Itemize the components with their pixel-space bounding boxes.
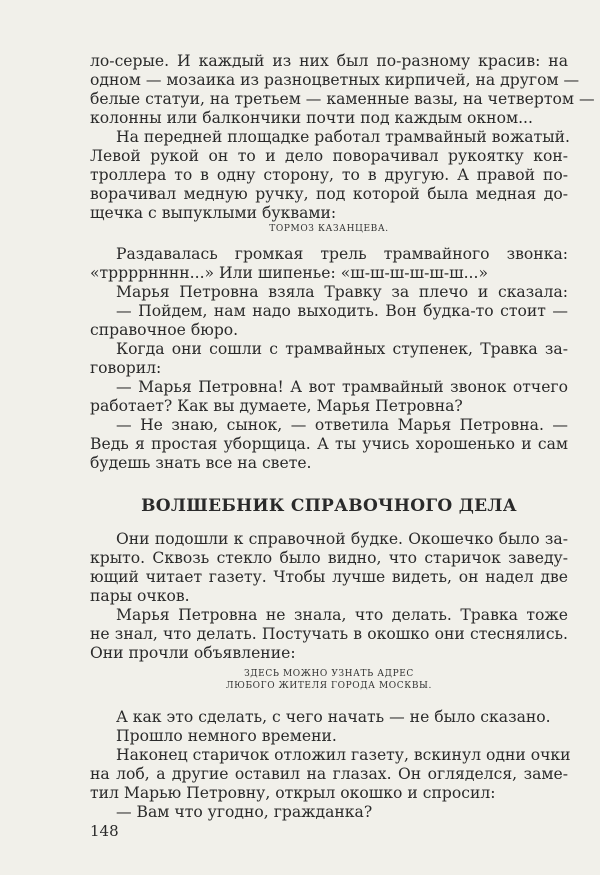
text-line: Наконец старичок отложил газету, вскинул одни очки — [116, 746, 571, 764]
text-line: Ведь я простая уборщица. А ты учись хорошенько и сам — [90, 435, 568, 453]
text-line: Раздавалась громкая трель трамвайного звонка: — [116, 245, 568, 263]
text-line: На передней площадке работал трамвайный вожатый. — [116, 128, 570, 146]
text-line: Они подошли к справочной будке. Окошечко было за- — [116, 530, 568, 548]
text-line: троллера то в одну сторону, то в другую. А правой по- — [90, 166, 568, 184]
text-line: ющий читает газету. Чтобы лучше видеть, он надел две — [90, 568, 568, 586]
text-line: тил Марью Петровну, открыл окошко и спросил: — [90, 784, 496, 802]
text-line: — Марья Петровна! А вот трамвайный звонок отчего — [116, 378, 568, 396]
text-line: на лоб, а другие оставил на глазах. Он огляделся, заме- — [90, 765, 568, 783]
text-line: Когда они сошли с трамвайных ступенек, Травка за- — [116, 340, 568, 358]
text-line: Прошло немного времени. — [116, 727, 337, 745]
notice-text: ЛЮБОГО ЖИТЕЛЯ ГОРОДА МОСКВЫ. — [226, 681, 432, 691]
text-line: не знал, что делать. Постучать в окошко они стеснялись. — [90, 625, 568, 643]
text-line: крыто. Сквозь стекло было видно, что старичок заведу- — [90, 549, 568, 567]
text-line: будешь знать все на свете. — [90, 454, 312, 472]
text-line: щечка с выпуклыми буквами: — [90, 204, 337, 222]
text-line: Они прочли объявление: — [90, 644, 296, 662]
text-line: одном — мозаика из разноцветных кирпичей, на другом — — [90, 71, 580, 89]
text-line: Марья Петровна взяла Травку за плечо и сказала: — [116, 283, 568, 301]
text-line: — Не знаю, сынок, — ответила Марья Петровна. — — [116, 416, 568, 434]
chapter-title: ВОЛШЕБНИК СПРАВОЧНОГО ДЕЛА — [141, 496, 517, 516]
text-line: — Вам что угодно, гражданка? — [116, 803, 373, 821]
text-line: пары очков. — [90, 587, 190, 605]
text-line: ло-серые. И каждый из них был по-разному красив: на — [90, 52, 568, 70]
text-line: Левой рукой он то и дело поворачивал рукоятку кон- — [90, 147, 568, 165]
text-line: справочное бюро. — [90, 321, 239, 339]
sign-plate-text: ТОРМОЗ КАЗАНЦЕВА. — [269, 224, 389, 234]
page-number: 148 — [90, 822, 119, 840]
text-line: работает? Как вы думаете, Марья Петровна? — [90, 397, 463, 415]
text-line: — Пойдем, нам надо выходить. Вон будка-то стоит — — [116, 302, 568, 320]
text-line: белые статуи, на третьем — каменные вазы, на четвертом — — [90, 90, 595, 108]
text-line: ворачивал медную ручку, под которой была медная до- — [90, 185, 568, 203]
text-line: «тррррнннн...» Или шипенье: «ш-ш-ш-ш-ш-ш...» — [90, 264, 489, 282]
text-line: Марья Петровна не знала, что делать. Травка тоже — [116, 606, 568, 624]
text-line: говорил: — [90, 359, 162, 377]
text-line: колонны или балкончики почти под каждым окном... — [90, 109, 533, 127]
notice-text: ЗДЕСЬ МОЖНО УЗНАТЬ АДРЕС — [244, 669, 414, 679]
text-line: А как это сделать, с чего начать — не было сказано. — [116, 708, 551, 726]
